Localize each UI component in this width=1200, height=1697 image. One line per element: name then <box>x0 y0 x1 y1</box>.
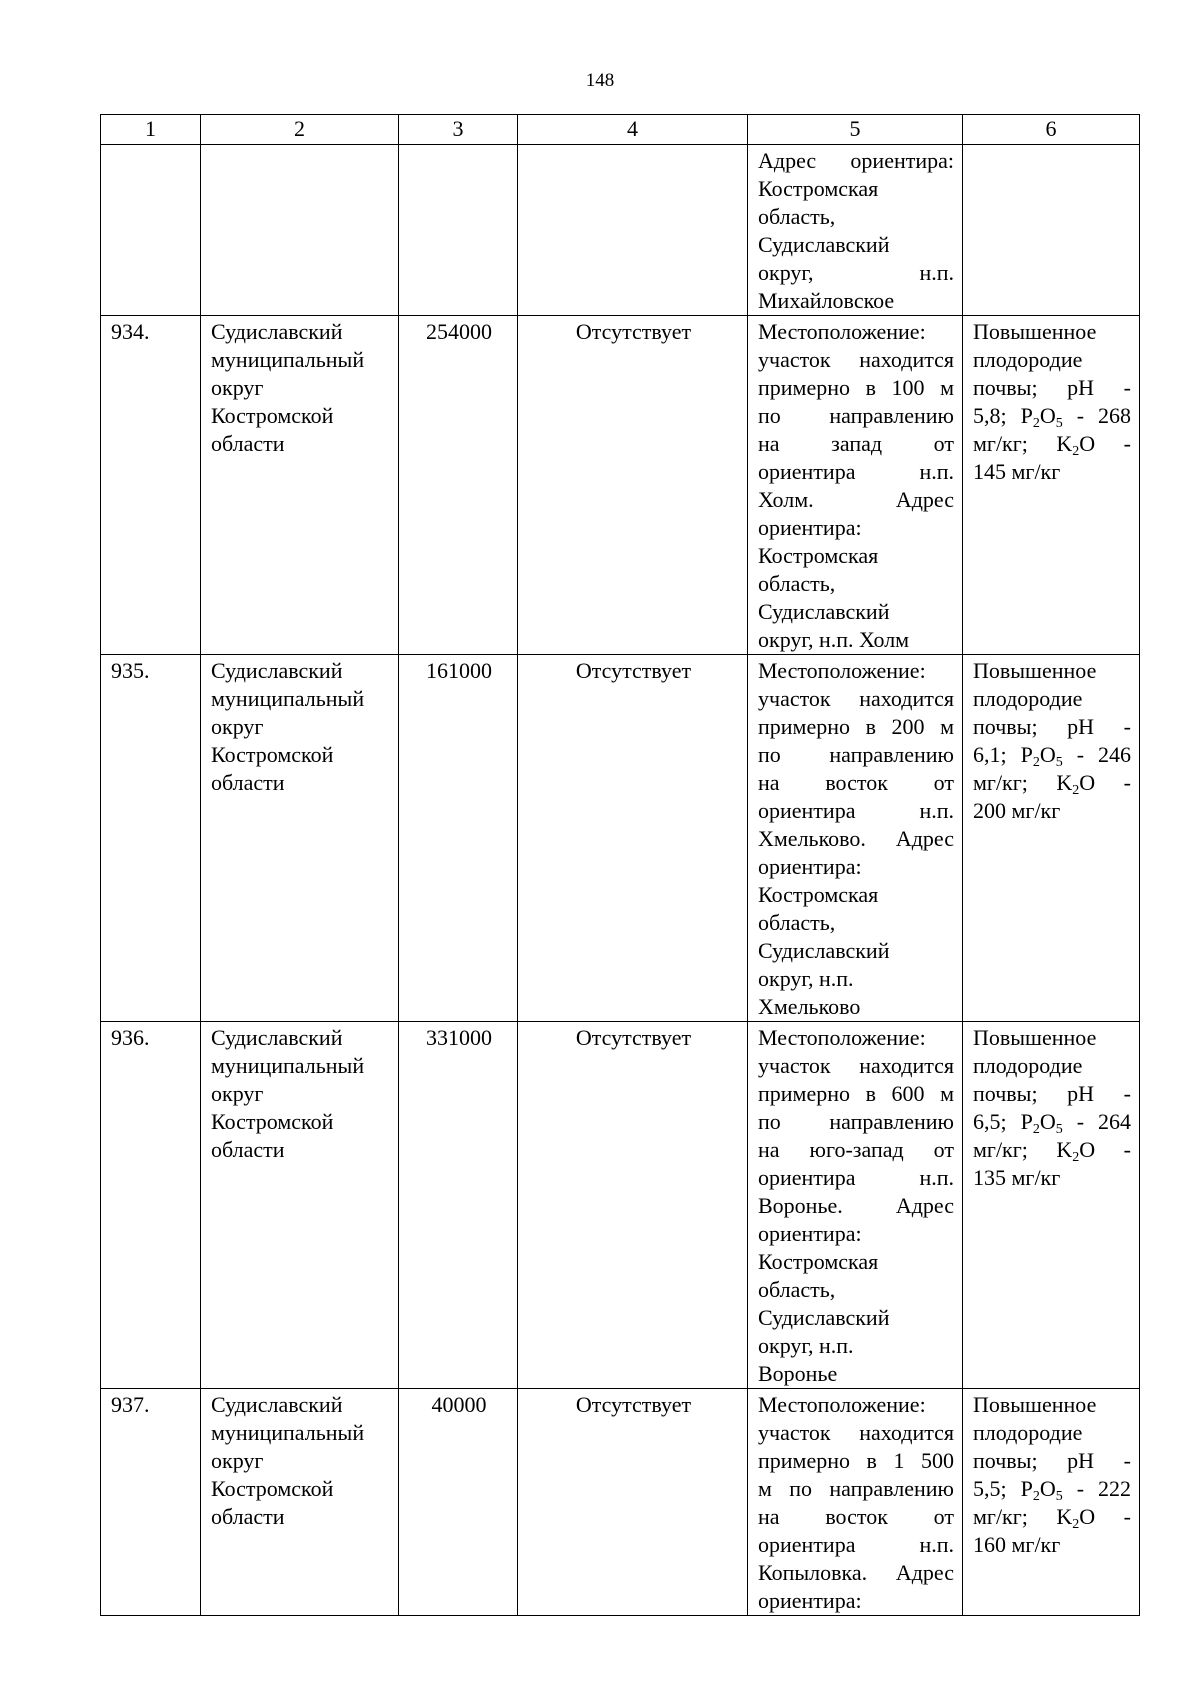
district-line: муниципальный <box>211 1053 365 1078</box>
district-line: округ <box>211 1081 264 1106</box>
location-cell <box>748 316 963 655</box>
location-line: округ, н.п. <box>758 966 854 991</box>
district-line: Судиславский <box>211 658 343 683</box>
location-line: Костромская <box>758 176 879 201</box>
page-number: 148 <box>585 70 615 91</box>
district-cell <box>201 1022 399 1389</box>
soil-line: мг/кг; $K_2O$ - <box>973 431 1131 459</box>
table-row <box>101 1022 1140 1389</box>
location-line: ориентира: <box>758 1588 862 1613</box>
soil-line: мг/кг; $K_2O$ - <box>973 1504 1131 1532</box>
district-line: муниципальный <box>211 347 365 372</box>
district-line: округ <box>211 375 264 400</box>
table-row <box>101 316 1140 655</box>
soil-line: 200 мг/кг <box>973 798 1061 823</box>
ph-value: 5,5; <box>973 1476 1007 1501</box>
phosphorus-value: - 264 <box>1076 1109 1131 1134</box>
column-number: 3 <box>399 115 518 145</box>
location-line: Местоположение: <box>758 1392 926 1417</box>
location-line: Местоположение: <box>758 658 926 683</box>
location-line: примерно в 200 м <box>758 714 954 739</box>
district-cell <box>201 655 399 1022</box>
location-line: участок находится <box>758 1053 954 1078</box>
soil-line <box>973 402 1131 430</box>
location-line: участок находится <box>758 347 954 372</box>
location-line: ориентира н.п. <box>758 1165 954 1190</box>
encumbrance-cell: Отсутствует <box>518 655 748 1022</box>
location-line: м по направлению <box>758 1476 954 1501</box>
soil-line: почвы; pH - <box>973 1081 1131 1106</box>
location-line: округ, н.п. <box>758 1333 854 1358</box>
location-line: Хмельково <box>758 994 861 1019</box>
location-line: на восток от <box>758 770 954 795</box>
column-number: 6 <box>963 115 1140 145</box>
location-line: область, <box>758 571 836 596</box>
area-cell: 40000 <box>399 1389 518 1616</box>
soil-line: мг/кг; $K_2O$ - <box>973 770 1131 798</box>
location-line: Адрес ориентира: <box>758 148 954 173</box>
soil-line: почвы; pH - <box>973 714 1131 739</box>
location-line: область, <box>758 1277 836 1302</box>
soil-line: почвы; pH - <box>973 375 1131 400</box>
soil-line: плодородие <box>973 686 1083 711</box>
district-line: Костромской <box>211 403 334 428</box>
district-line: области <box>211 431 285 456</box>
location-line: ориентира: <box>758 1221 862 1246</box>
location-line: по направлению <box>758 1109 954 1134</box>
area-cell: 331000 <box>399 1022 518 1389</box>
district-line: округ <box>211 714 264 739</box>
location-cell <box>748 145 963 316</box>
location-line: примерно в 100 м <box>758 375 954 400</box>
location-line: Судиславский <box>758 232 890 257</box>
location-line: на юго-запад от <box>758 1137 954 1162</box>
location-line: на запад от <box>758 431 954 456</box>
district-line: области <box>211 1504 285 1529</box>
location-line: Местоположение: <box>758 319 926 344</box>
location-line: Холм. Адрес <box>758 487 954 512</box>
soil-cell <box>963 1389 1140 1616</box>
soil-cell <box>963 316 1140 655</box>
location-line: округ, н.п. <box>758 260 954 285</box>
land-plots-table <box>100 114 1140 1616</box>
location-line: округ, н.п. Холм <box>758 627 910 652</box>
district-cell <box>201 1389 399 1616</box>
area-cell: 254000 <box>399 316 518 655</box>
phosphorus-value: - 222 <box>1076 1476 1131 1501</box>
location-line: Михайловское <box>758 288 895 313</box>
soil-line: Повышенное <box>973 319 1097 344</box>
location-line: Костромская <box>758 882 879 907</box>
district-line: округ <box>211 1448 264 1473</box>
row-number: 935. <box>101 655 201 1022</box>
location-line: Хмельково. Адрес <box>758 826 954 851</box>
column-number: 2 <box>201 115 399 145</box>
soil-line: 135 мг/кг <box>973 1165 1061 1190</box>
location-line: Воронье. Адрес <box>758 1193 954 1218</box>
district-line: муниципальный <box>211 1420 365 1445</box>
column-number-row <box>101 115 1140 145</box>
row-number: 936. <box>101 1022 201 1389</box>
soil-line: Повышенное <box>973 1025 1097 1050</box>
district-line: Костромской <box>211 1476 334 1501</box>
encumbrance-cell: Отсутствует <box>518 316 748 655</box>
soil-line <box>973 1108 1131 1136</box>
district-line: области <box>211 770 285 795</box>
location-cell <box>748 1022 963 1389</box>
location-line: ориентира н.п. <box>758 459 954 484</box>
table-row <box>101 655 1140 1022</box>
location-line: Местоположение: <box>758 1025 926 1050</box>
soil-line: 145 мг/кг <box>973 459 1061 484</box>
soil-line: плодородие <box>973 347 1083 372</box>
location-line: Костромская <box>758 543 879 568</box>
location-line: Судиславский <box>758 1305 890 1330</box>
column-number: 5 <box>748 115 963 145</box>
location-line: по направлению <box>758 403 954 428</box>
district-line: Судиславский <box>211 1025 343 1050</box>
encumbrance-cell: Отсутствует <box>518 1022 748 1389</box>
location-line: на восток от <box>758 1504 954 1529</box>
district-cell <box>201 316 399 655</box>
location-line: ориентира: <box>758 854 862 879</box>
phosphorus-value: - 268 <box>1076 403 1131 428</box>
phosphorus-label: $P_2O_5$ <box>1020 403 1063 431</box>
soil-line: плодородие <box>973 1420 1083 1445</box>
phosphorus-value: - 246 <box>1076 742 1131 767</box>
district-line: области <box>211 1137 285 1162</box>
ph-value: 5,8; <box>973 403 1007 428</box>
phosphorus-label: $P_2O_5$ <box>1020 742 1063 770</box>
location-line: участок находится <box>758 686 954 711</box>
location-cell <box>748 1389 963 1616</box>
location-line: участок находится <box>758 1420 954 1445</box>
location-line: Костромская <box>758 1249 879 1274</box>
phosphorus-label: $P_2O_5$ <box>1020 1109 1063 1137</box>
table-row <box>101 1389 1140 1616</box>
location-line: примерно в 1 500 <box>758 1448 954 1473</box>
district-line: Костромской <box>211 742 334 767</box>
district-line: Судиславский <box>211 1392 343 1417</box>
soil-cell <box>963 655 1140 1022</box>
soil-line: Повышенное <box>973 1392 1097 1417</box>
encumbrance-cell: Отсутствует <box>518 1389 748 1616</box>
soil-line: 160 мг/кг <box>973 1532 1061 1557</box>
continuation-row <box>101 145 1140 316</box>
soil-line: почвы; pH - <box>973 1448 1131 1473</box>
area-cell: 161000 <box>399 655 518 1022</box>
soil-line: плодородие <box>973 1053 1083 1078</box>
column-number: 4 <box>518 115 748 145</box>
location-line: Судиславский <box>758 599 890 624</box>
location-line: по направлению <box>758 742 954 767</box>
soil-line <box>973 1475 1131 1503</box>
soil-line: Повышенное <box>973 658 1097 683</box>
location-line: ориентира н.п. <box>758 798 954 823</box>
ph-value: 6,1; <box>973 742 1007 767</box>
location-line: примерно в 600 м <box>758 1081 954 1106</box>
district-line: Костромской <box>211 1109 334 1134</box>
district-line: Судиславский <box>211 319 343 344</box>
location-line: область, <box>758 204 836 229</box>
location-cell <box>748 655 963 1022</box>
row-number: 937. <box>101 1389 201 1616</box>
location-line: Воронье <box>758 1361 838 1386</box>
ph-value: 6,5; <box>973 1109 1007 1134</box>
location-line: ориентира н.п. <box>758 1532 954 1557</box>
soil-cell <box>963 1022 1140 1389</box>
phosphorus-label: $P_2O_5$ <box>1020 1476 1063 1504</box>
location-line: Судиславский <box>758 938 890 963</box>
district-line: муниципальный <box>211 686 365 711</box>
location-line: область, <box>758 910 836 935</box>
soil-line <box>973 741 1131 769</box>
location-line: Копыловка. Адрес <box>758 1560 954 1585</box>
column-number: 1 <box>101 115 201 145</box>
row-number: 934. <box>101 316 201 655</box>
soil-line: мг/кг; $K_2O$ - <box>973 1137 1131 1165</box>
location-line: ориентира: <box>758 515 862 540</box>
